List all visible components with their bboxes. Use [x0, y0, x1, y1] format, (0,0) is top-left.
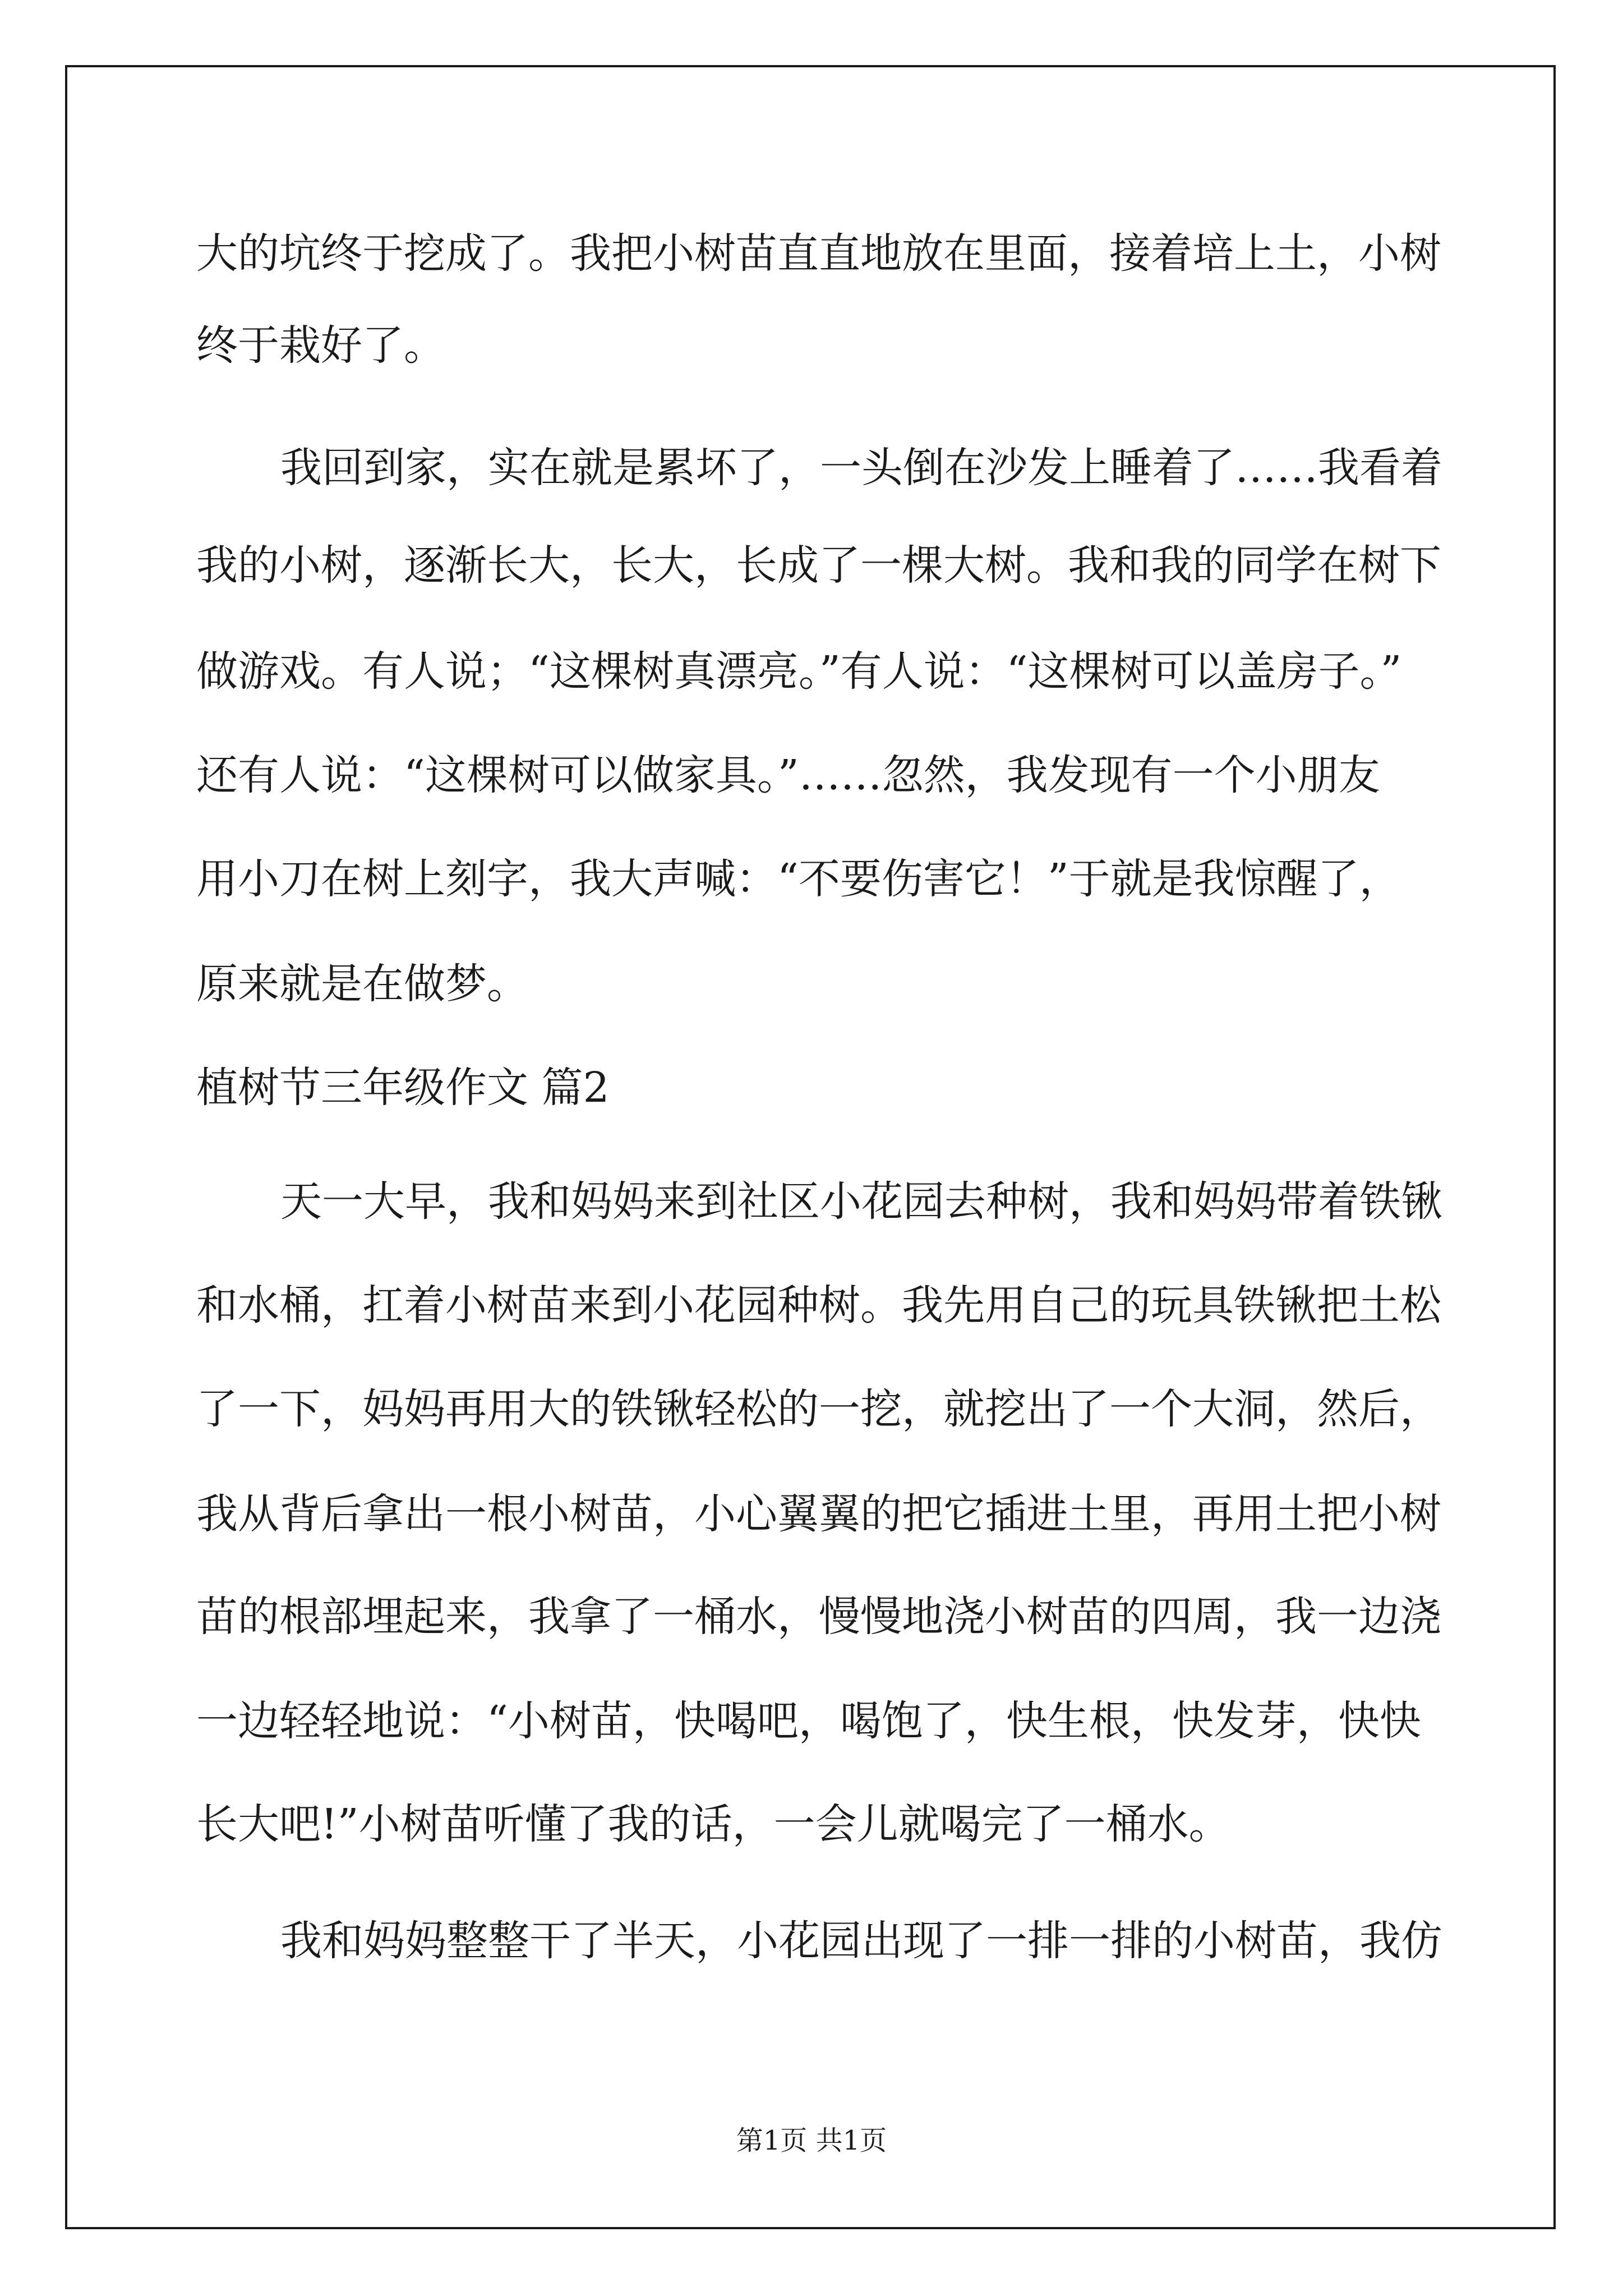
- text-line: 还有人说：“这棵树可以做家具。”……忽然，我发现有一个小朋友: [196, 751, 1380, 799]
- paragraph-start: 天一大早，我和妈妈来到社区小花园去种树，我和妈妈带着铁锹: [280, 1177, 1442, 1226]
- text-line: 用小刀在树上刻字，我大声喊：“不要伤害它！”于就是我惊醒了，: [196, 855, 1401, 903]
- text-line: 原来就是在做梦。: [196, 960, 528, 1008]
- text-line: 和水桶，扛着小树苗来到小花园种树。我先用自己的玩具铁锹把土松: [196, 1281, 1441, 1329]
- section-heading: 植树节三年级作文 篇2: [196, 1064, 610, 1112]
- text-line: 了一下，妈妈再用大的铁锹轻松的一挖，就挖出了一个大洞，然后，: [196, 1385, 1441, 1433]
- paragraph-start: 我和妈妈整整干了半天，小花园出现了一排一排的小树苗，我仿: [280, 1917, 1442, 1965]
- text-line: 大的坑终于挖成了。我把小树苗直直地放在里面，接着培上土，小树: [196, 229, 1441, 278]
- text-line: 我从背后拿出一根小树苗，小心翼翼的把它插进土里，再用土把小树: [196, 1490, 1441, 1538]
- text-line: 做游戏。有人说；“这棵树真漂亮。”有人说：“这棵树可以盖房子。”: [196, 647, 1402, 696]
- text-line: 终于栽好了。: [196, 321, 445, 370]
- text-line: 我的小树，逐渐长大，长大，长成了一棵大树。我和我的同学在树下: [196, 541, 1441, 590]
- text-line: 苗的根部埋起来，我拿了一桶水，慢慢地浇小树苗的四周，我一边浇: [196, 1593, 1441, 1641]
- page-footer: 第1页 共1页: [736, 2125, 887, 2156]
- page-border: [65, 65, 1556, 2229]
- text-line: 一边轻轻地说：“小树苗，快喝吧，喝饱了，快生根，快发芽，快快: [196, 1697, 1421, 1745]
- text-line: 长大吧!”小树苗听懂了我的话，一会儿就喝完了一桶水。: [196, 1800, 1230, 1848]
- paragraph-start: 我回到家，实在就是累坏了，一头倒在沙发上睡着了……我看着: [280, 444, 1442, 492]
